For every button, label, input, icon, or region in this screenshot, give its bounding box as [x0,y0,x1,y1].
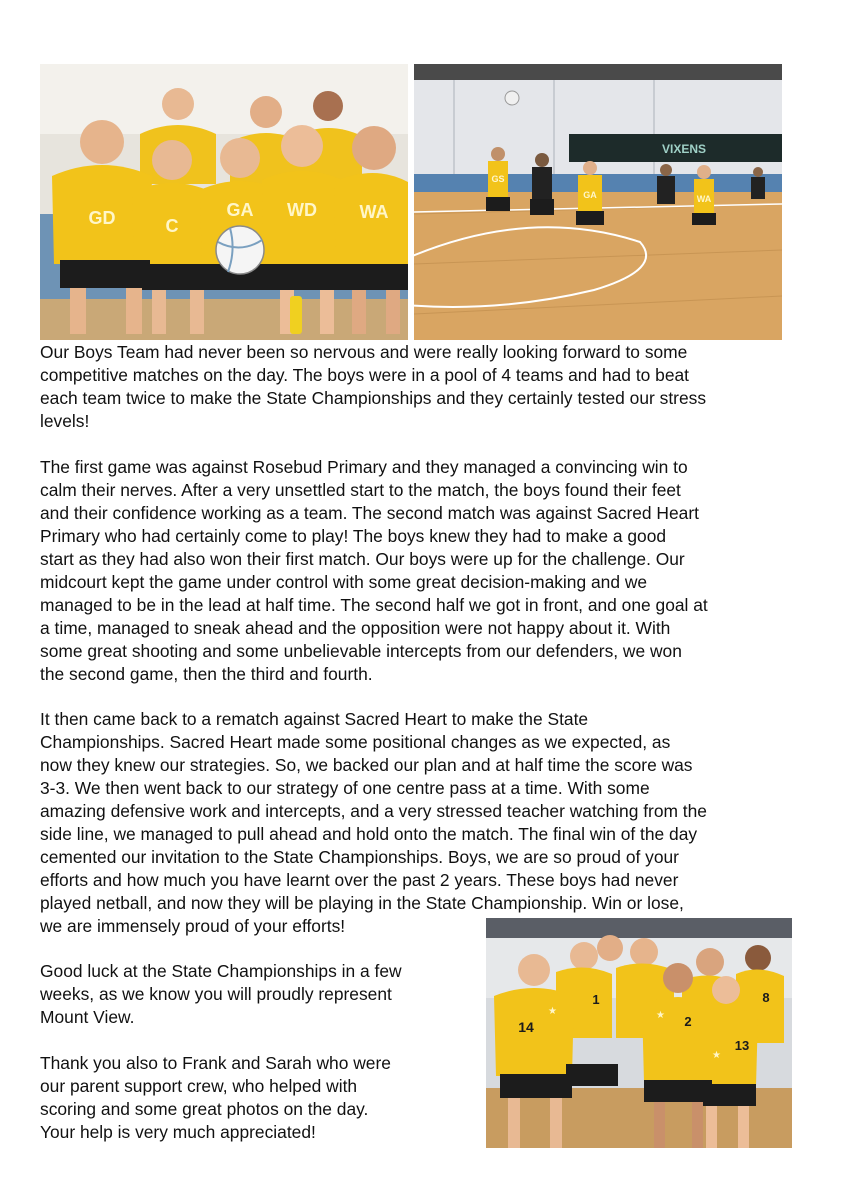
text-line: now they knew our strategies. So, we backed our plan and at half time the score was [40,755,693,775]
text-line: the second game, then the third and fourth. [40,664,373,684]
photo-team-bench [40,64,408,340]
text-line: midcourt kept the game under control with some great decision-making and we [40,572,648,592]
paragraph-good-luck [40,960,470,1029]
team-bench-illustration [40,64,408,340]
text-line: a time, managed to sneak ahead and the opposition were not happy about it. With [40,618,671,638]
text-line: some great shooting and some unbelievable intercepts from our defenders, we won [40,641,682,661]
text-line: The first game was against Rosebud Primary and they managed a convincing win to [40,457,688,477]
bib-label-ga-court: GA [583,190,597,200]
paragraph-pool-games [40,456,820,686]
text-line: Championships. Sacred Heart made some positional changes as we expected, as [40,732,671,752]
text-line: Your help is very much appreciated! [40,1122,316,1142]
shirt-number-2: 2 [684,1014,692,1029]
text-line: levels! [40,411,90,431]
bib-label-ga: GA [226,200,254,220]
text-line: It then came back to a rematch against Sacred Heart to make the State [40,709,589,729]
photo-team-group [486,918,792,1148]
paragraph-rematch [40,708,820,938]
text-line: our parent support crew, who helped with [40,1076,358,1096]
text-line: Thank you also to Frank and Sarah who were [40,1053,391,1073]
bib-label-c: C [165,216,179,236]
bib-label-wd: WD [287,200,317,220]
team-group-illustration [486,918,792,1148]
text-line: side line, we managed to pull ahead and hold onto the match. The final win of the day [40,824,698,844]
text-line: we are immensely proud of your efforts! [40,916,346,936]
star-icon: ★ [656,1010,665,1021]
text-line: cemented our invitation to the State Championships. Boys, we are so proud of your [40,847,679,867]
text-line: managed to be in the lead at half time. The second half we got in front, and one goal at [40,595,708,615]
shirt-number-13: 13 [734,1038,750,1053]
text-line: Mount View. [40,1007,135,1027]
text-line: efforts and how much you have learnt over the past 2 years. These boys had never [40,870,679,890]
photo-court-action [414,64,782,340]
court-action-illustration [414,64,782,340]
text-line: and their confidence working as a team. The second match was against Sacred Heart [40,503,699,523]
paragraph-thank-you [40,1052,470,1144]
bib-label-gs: GS [491,174,505,184]
text-line: amazing defensive work and intercepts, and a very stressed teacher watching from the [40,801,707,821]
text-line: weeks, as we know you will proudly represent [40,984,392,1004]
text-line: Primary who had certainly come to play! The boys knew they had to make a good [40,526,667,546]
bib-label-wa: WA [359,202,389,222]
star-icon: ★ [712,1050,721,1061]
text-line: competitive matches on the day. The boys were in a pool of 4 teams and had to beat [40,365,689,385]
text-line: Our Boys Team had never been so nervous and were really looking forward to some [40,342,688,362]
shirt-number-1: 1 [592,992,600,1007]
shirt-number-8: 8 [762,990,770,1005]
banner-vixens: VIXENS [661,142,707,156]
shirt-number-14: 14 [518,1019,534,1035]
text-line: each team twice to make the State Championships and they certainly tested our stress [40,388,707,408]
text-line: Good luck at the State Championships in a few [40,961,402,981]
text-line: 3-3. We then went back to our strategy of one centre pass at a time. With some [40,778,650,798]
text-line: scoring and some great photos on the day. [40,1099,369,1119]
text-line: played netball, and now they will be playing in the State Championship. Win or lose, [40,893,684,913]
text-line: start as they had also won their first match. Our boys were up for the challenge. Our [40,549,685,569]
bib-label-wa-court: WA [696,194,712,204]
star-icon: ★ [548,1006,557,1017]
bib-label-gd: GD [88,208,116,228]
paragraph-intro [40,341,820,433]
text-line: calm their nerves. After a very unsettled start to the match, the boys found their feet [40,480,681,500]
